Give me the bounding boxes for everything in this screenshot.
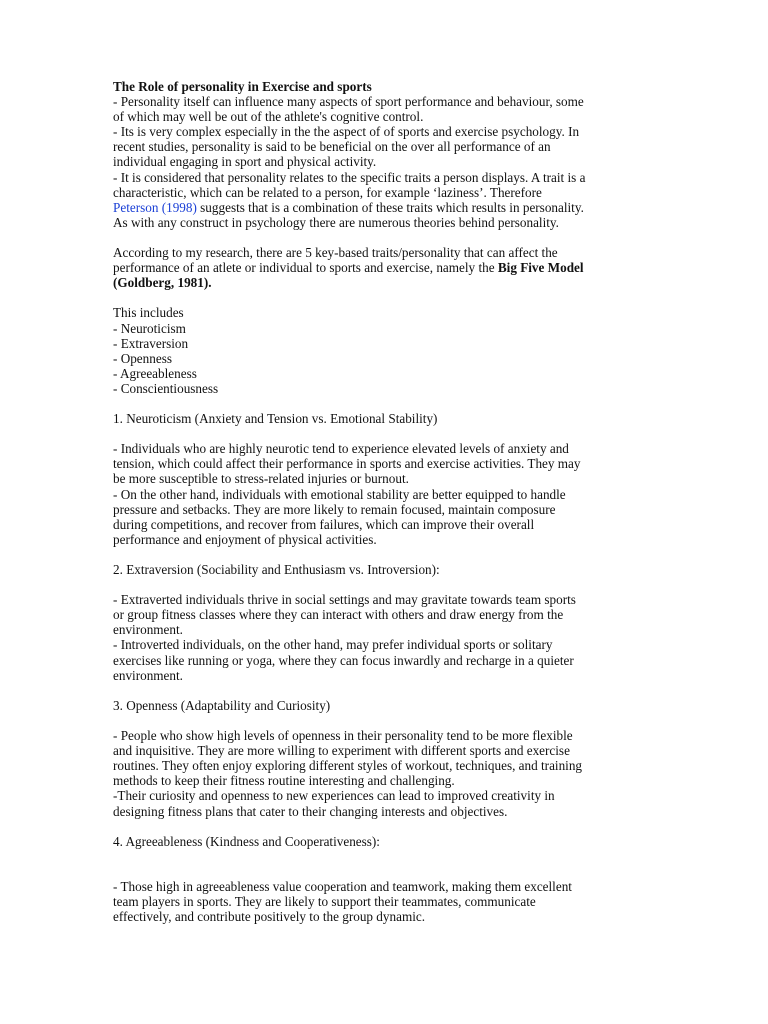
spacer — [113, 849, 661, 879]
list-item: - Openness — [113, 350, 172, 366]
paragraph-line: - Personality itself can influence many aspects of sport performance and behaviour, some — [113, 94, 584, 110]
paragraph-line — [113, 260, 661, 275]
section-heading-extraversion: 2. Extraversion (Sociability and Enthusiasm vs. Introversion): — [113, 562, 440, 577]
paragraph-line: recent studies, personality is said to be beneficial on the over all performance of an — [113, 139, 551, 155]
paragraph-line: exercises like running or yoga, where they can focus inwardly and recharge in a quieter — [113, 652, 574, 668]
spacer — [113, 290, 661, 305]
paragraph-text: suggests that is a combination of these traits which results in personality. — [196, 199, 584, 215]
spacer — [113, 683, 661, 698]
paragraph-line: - Its is very complex especially in the the aspect of of sports and exercise psychology. In — [113, 124, 580, 140]
paragraph-line: routines. They often enjoy exploring different styles of workout, techniques, and training — [113, 758, 583, 774]
paragraph-line: - Those high in agreeableness value cooperation and teamwork, making them excellent — [113, 878, 572, 894]
paragraph-line — [113, 200, 661, 215]
section-heading-agreeableness: 4. Agreeableness (Kindness and Cooperativeness): — [113, 833, 380, 849]
paragraph-line: methods to keep their fitness routine interesting and challenging. — [113, 773, 455, 789]
paragraph-line: or group fitness classes where they can interact with others and draw energy from the — [113, 607, 564, 623]
paragraph-line: be more susceptible to stress-related injuries or burnout. — [113, 471, 409, 487]
paragraph-line: of which may well be out of the athlete's cognitive control. — [113, 109, 424, 125]
list-item: - Neuroticism — [113, 320, 186, 336]
paragraph-line: - Extraverted individuals thrive in social settings and may gravitate towards team sports — [113, 592, 576, 608]
paragraph-line: team players in sports. They are likely to support their teammates, communicate — [113, 894, 536, 910]
paragraph-line: - Introverted individuals, on the other hand, may prefer individual sports or solitary — [113, 637, 553, 653]
list-item: - Extraversion — [113, 335, 189, 351]
document-page — [113, 79, 661, 924]
paragraph-line: environment. — [113, 667, 183, 683]
citation-link-peterson[interactable]: Peterson (1998) — [113, 199, 197, 215]
paragraph-line: pressure and setbacks. They are more likely to remain focused, maintain composure — [113, 501, 556, 517]
paragraph-line: According to my research, there are 5 key-based traits/personality that can affect the — [113, 245, 558, 261]
paragraph-line: - It is considered that personality relates to the specific traits a person displays. A trait is a — [113, 169, 586, 185]
spacer — [113, 426, 661, 441]
paragraph-line: - On the other hand, individuals with emotional stability are better equipped to handle — [113, 486, 566, 502]
citation-goldberg: (Goldberg, 1981) — [113, 275, 209, 291]
paragraph-line: during competitions, and recover from failures, which can improve their overall — [113, 516, 535, 532]
section-heading-openness: 3. Openness (Adaptability and Curiosity) — [113, 697, 331, 713]
spacer — [113, 230, 661, 245]
paragraph-line: performance and enjoyment of physical activities. — [113, 531, 377, 547]
spacer — [113, 713, 661, 728]
paragraph-line: As with any construct in psychology there are numerous theories behind personality. — [113, 214, 559, 230]
model-name: Big Five Model — [497, 260, 584, 276]
paragraph-line: individual engaging in sport and physical activity. — [113, 154, 377, 170]
paragraph-line: - Individuals who are highly neurotic tend to experience elevated levels of anxiety and — [113, 441, 569, 457]
paragraph-text: performance of an atlete or individual to sports and exercise, namely the — [113, 260, 498, 276]
paragraph-line: environment. — [113, 622, 183, 638]
spacer — [113, 547, 661, 562]
paragraph-line: tension, which could affect their performance in sports and exercise activities. They may — [113, 456, 581, 472]
period: . — [208, 275, 212, 291]
paragraph-line: designing fitness plans that cater to their changing interests and objectives. — [113, 803, 508, 819]
paragraph-line: and inquisitive. They are more willing to experiment with different sports and exercise — [113, 743, 570, 759]
list-item: - Conscientiousness — [113, 380, 219, 396]
paragraph-line: effectively, and contribute positively to the group dynamic. — [113, 909, 426, 925]
paragraph-line — [113, 275, 661, 290]
list-heading: This includes — [113, 305, 184, 321]
paragraph-line: - People who show high levels of openness in their personality tend to be more flexible — [113, 728, 573, 744]
spacer — [113, 577, 661, 592]
list-item: - Agreeableness — [113, 365, 197, 381]
spacer — [113, 396, 661, 411]
document-title: The Role of personality in Exercise and sports — [113, 79, 372, 94]
section-heading-neuroticism: 1. Neuroticism (Anxiety and Tension vs. Emotional Stability) — [113, 411, 438, 427]
spacer — [113, 819, 661, 834]
paragraph-line: characteristic, which can be related to a person, for example ‘laziness’. Therefore — [113, 184, 542, 200]
paragraph-line: -Their curiosity and openness to new experiences can lead to improved creativity in — [113, 788, 555, 804]
